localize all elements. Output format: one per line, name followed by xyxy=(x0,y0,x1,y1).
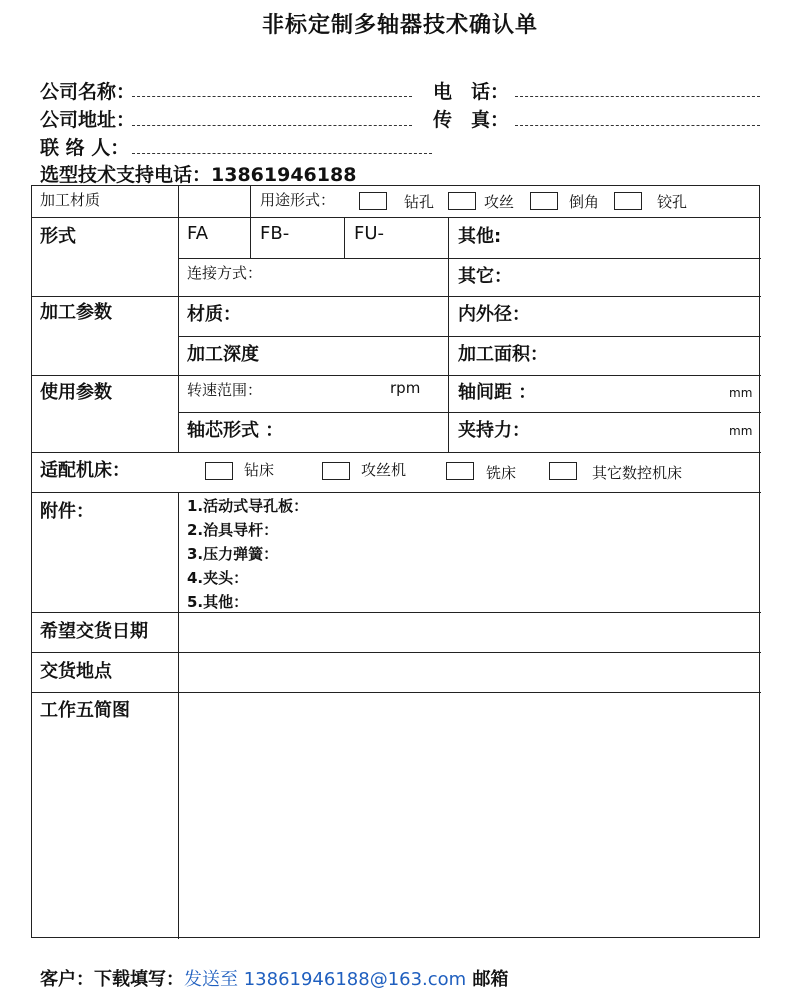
material-field: 材质： xyxy=(187,304,241,325)
support-hotline: 选型技术支持电话：13861946188 xyxy=(40,164,357,186)
depth-field: 加工深度 xyxy=(187,344,259,365)
accessory-item: 1.活动式导孔板： xyxy=(187,497,309,515)
accessory-item: 3.压力弹簧： xyxy=(187,545,279,563)
phone-label: 电 话： xyxy=(433,81,510,103)
chamfer-checkbox[interactable] xyxy=(530,192,558,210)
material-label: 加工材质 xyxy=(40,191,101,209)
fax-field[interactable] xyxy=(515,125,760,126)
accessories-label: 附件： xyxy=(40,501,94,522)
rpm-unit: rpm xyxy=(390,379,421,397)
milling-option: 铣床 xyxy=(486,464,517,482)
other-field: 其它： xyxy=(458,266,512,287)
company-address-field[interactable] xyxy=(132,125,412,126)
spec-table xyxy=(31,185,760,938)
drilling-checkbox[interactable] xyxy=(359,192,387,210)
accessory-item: 2.治具导杆： xyxy=(187,521,279,539)
clamp-force-field: 夹持力： xyxy=(458,420,530,441)
delivery-date-label: 希望交货日期 xyxy=(40,621,148,642)
cnc-other-checkbox[interactable] xyxy=(549,462,577,480)
process-params-label: 加工参数 xyxy=(40,302,112,323)
reaming-option: 铰孔 xyxy=(657,193,688,211)
area-field: 加工面积： xyxy=(458,344,548,365)
accessory-item: 4.夹头： xyxy=(187,569,249,587)
tapping-checkbox[interactable] xyxy=(448,192,476,210)
form-label: 形式 xyxy=(40,226,76,247)
form-title: 非标定制多轴器技术确认单 xyxy=(261,13,538,38)
footer-suffix: 邮箱 xyxy=(466,969,509,990)
tapping-machine-checkbox[interactable] xyxy=(322,462,350,480)
reaming-checkbox[interactable] xyxy=(614,192,642,210)
spindle-form-field: 轴芯形式 ： xyxy=(187,420,284,441)
mm-unit-2: mm xyxy=(729,424,753,438)
company-name-field[interactable] xyxy=(132,96,412,97)
drawing-label: 工作五简图 xyxy=(40,700,130,721)
contact-label: 联 络 人： xyxy=(40,137,130,159)
speed-range-field: 转速范围： xyxy=(187,381,263,399)
fax-label: 传 真： xyxy=(433,109,510,131)
connection-method: 连接方式： xyxy=(187,264,263,282)
company-address-label: 公司地址： xyxy=(40,109,136,131)
other-form: 其他: xyxy=(458,226,502,247)
company-name-label: 公司名称： xyxy=(40,81,136,103)
footer-note xyxy=(40,965,509,991)
tapping-option: 攻丝 xyxy=(484,193,515,211)
drill-press-option: 钻床 xyxy=(244,461,275,479)
footer-prefix: 客户：下载填写： xyxy=(40,969,184,990)
delivery-place-label: 交货地点 xyxy=(40,661,112,682)
machine-label: 适配机床： xyxy=(40,460,130,481)
usage-params-label: 使用参数 xyxy=(40,382,112,403)
email-link[interactable]: 发送至 13861946188@163.com xyxy=(184,969,467,990)
drill-press-checkbox[interactable] xyxy=(205,462,233,480)
form-fu: FU- xyxy=(354,223,385,244)
chamfer-option: 倒角 xyxy=(569,193,600,211)
contact-field[interactable] xyxy=(132,153,432,154)
axis-distance-field: 轴间距 ： xyxy=(458,382,537,403)
cnc-other-option: 其它数控机床 xyxy=(592,464,683,482)
tapping-machine-option: 攻丝机 xyxy=(361,461,407,479)
drilling-option: 钻孔 xyxy=(404,193,435,211)
diameter-field: 内外径： xyxy=(458,304,530,325)
usage-label: 用途形式： xyxy=(260,191,336,209)
accessory-item: 5.其他： xyxy=(187,593,249,611)
phone-field[interactable] xyxy=(515,96,760,97)
form-fb: FB- xyxy=(260,223,290,244)
mm-unit-1: mm xyxy=(729,386,753,400)
form-fa: FA xyxy=(187,223,209,244)
milling-checkbox[interactable] xyxy=(446,462,474,480)
